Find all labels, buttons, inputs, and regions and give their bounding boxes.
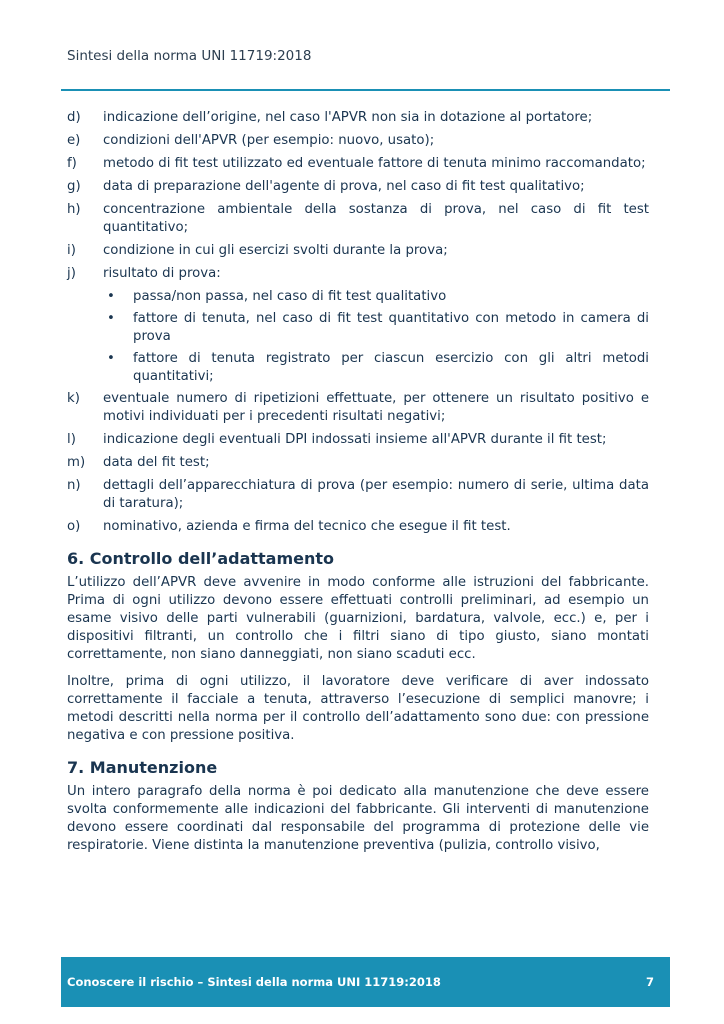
list-item	[67, 265, 649, 283]
list-item	[67, 178, 649, 196]
paragraph: Inoltre, prima di ogni utilizzo, il lavoratore deve verificare di aver indossato correttamente il facciale a tenuta, attraverso l’esecuzione di semplici manovre; i metodi descritti nella norma per il controllo dell’adattamento sono due: con pressione negativa e con pressione positiva.	[67, 674, 649, 743]
sub-list-text: fattore di tenuta registrato per ciascun esercizio con gli altri metodi quantitativi;	[133, 351, 649, 384]
sub-list	[103, 288, 649, 386]
list-item	[67, 109, 649, 127]
list-letter: l)	[67, 432, 76, 447]
bullet-icon: •	[107, 311, 115, 326]
list-item	[67, 431, 649, 449]
running-header: Sintesi della norma UNI 11719:2018	[67, 48, 312, 64]
list-letter: i)	[67, 243, 76, 258]
list-item	[67, 132, 649, 150]
list-letter: m)	[67, 455, 86, 470]
list-text: eventuale numero di ripetizioni effettuate, per ottenere un risultato positivo e motivi individuati per i precedenti risultati negativi;	[103, 391, 649, 424]
list-letter: g)	[67, 179, 81, 194]
list-text: condizione in cui gli esercizi svolti durante la prova;	[103, 243, 448, 258]
list-letter: o)	[67, 519, 81, 534]
section-heading: 7. Manutenzione	[67, 758, 218, 777]
list-item	[67, 390, 649, 426]
paragraph: L’utilizzo dell’APVR deve avvenire in modo conforme alle istruzioni del fabbricante. Prima di ogni utilizzo devono essere effettuati controlli preliminari, ad esempio un esame visivo delle parti vulnerabili (guarnizioni, bardatura, valvole, ecc.) e, per i dispositivi filtranti, un controllo che i filtri siano di tipo giusto, siano montati correttamente, non siano danneggiati, non siano scaduti ecc.	[67, 575, 649, 662]
list-letter: k)	[67, 391, 80, 406]
footer-title: Conoscere il rischio – Sintesi della norma UNI 11719:2018	[67, 975, 441, 989]
list-letter: e)	[67, 133, 81, 148]
list-item	[67, 454, 649, 472]
list-text: nominativo, azienda e firma del tecnico che esegue il fit test.	[103, 519, 511, 534]
bullet-icon: •	[107, 351, 115, 366]
list-item	[67, 477, 649, 513]
sub-list-text: passa/non passa, nel caso di fit test qualitativo	[133, 289, 447, 304]
list-text: data del fit test;	[103, 455, 210, 470]
list-text: indicazione dell’origine, nel caso l'APVR non sia in dotazione al portatore;	[103, 110, 593, 125]
list-text: concentrazione ambientale della sostanza di prova, nel caso di fit test quantitativo;	[103, 202, 649, 235]
sub-list-item	[103, 350, 649, 386]
header-divider	[61, 89, 670, 91]
list-letter: h)	[67, 202, 81, 217]
list-text: metodo di fit test utilizzato ed eventuale fattore di tenuta minimo raccomandato;	[103, 156, 646, 171]
sub-list-item	[103, 288, 649, 306]
list-letter: j)	[67, 266, 76, 281]
list-letter: d)	[67, 110, 81, 125]
list-letter: f)	[67, 156, 77, 171]
page-footer	[61, 957, 670, 1007]
list-item	[67, 242, 649, 260]
sub-list-text: fattore di tenuta, nel caso di fit test quantitativo con metodo in camera di prova	[133, 311, 649, 344]
sub-list-item	[103, 310, 649, 346]
list-item	[67, 201, 649, 237]
list-text: condizioni dell'APVR (per esempio: nuovo, usato);	[103, 133, 435, 148]
list-letter: n)	[67, 478, 81, 493]
paragraph: Un intero paragrafo della norma è poi dedicato alla manutenzione che deve essere svolta conformemente alle indicazioni del fabbricante. Gli interventi di manutenzione devono essere coordinati dal responsabile del programma di protezione delle vie respiratorie. Viene distinta la manutenzione preventiva (pulizia, controllo visivo,	[67, 784, 649, 853]
list-item	[67, 518, 649, 536]
bullet-icon: •	[107, 289, 115, 304]
list-item	[67, 155, 649, 173]
page-number: 7	[645, 975, 654, 989]
section-heading: 6. Controllo dell’adattamento	[67, 549, 335, 568]
page-content	[67, 109, 649, 864]
list-text: dettagli dell’apparecchiatura di prova (per esempio: numero di serie, ultima data di taratura);	[103, 478, 649, 511]
list-text: risultato di prova:	[103, 266, 221, 281]
list-text: data di preparazione dell'agente di prova, nel caso di fit test qualitativo;	[103, 179, 585, 194]
list-text: indicazione degli eventuali DPI indossati insieme all'APVR durante il fit test;	[103, 432, 607, 447]
